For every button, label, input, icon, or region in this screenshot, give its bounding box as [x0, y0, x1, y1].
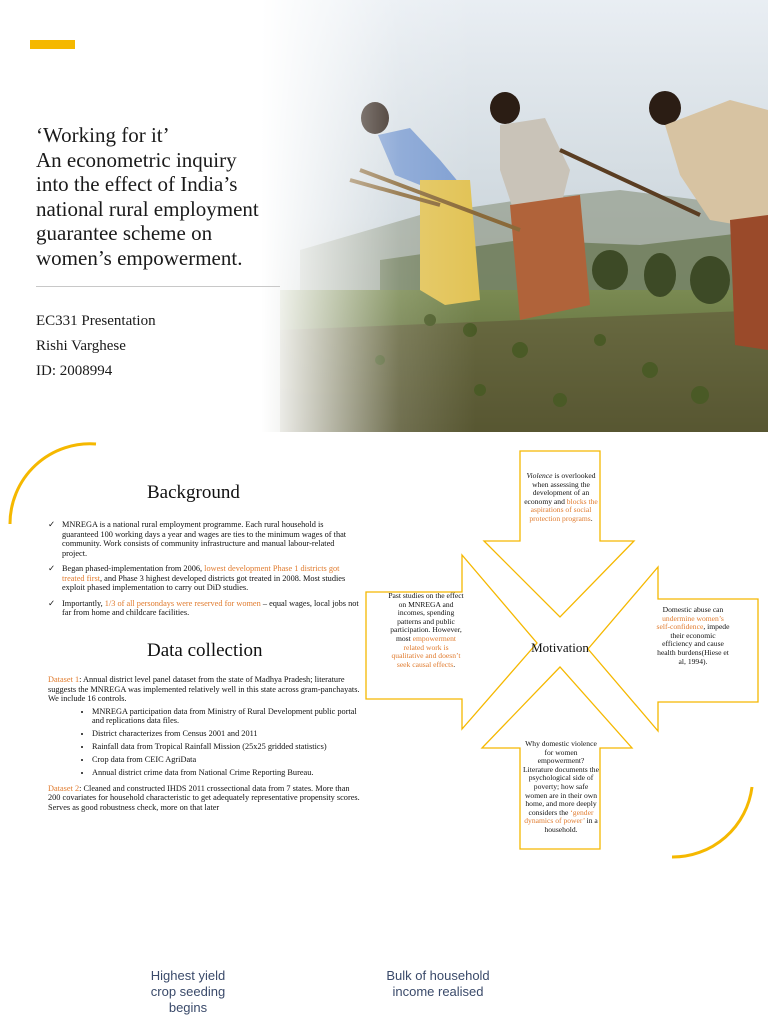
motivation-right-text: Domestic abuse can undermine women’s self-confidence, impede their economic efficiency and cause health burdens(Hiese et al, 1994).	[656, 605, 730, 666]
background-list	[48, 520, 360, 624]
timeline-slide	[0, 870, 768, 1024]
list-item: ✓ MNREGA is a national rural employment programme. Each rural household is guaranteed 100 working days a year and wages are ties to the minimum wages of that community. Work consists of community infrastructure and manual labour-related project.	[48, 520, 347, 558]
author-name: Rishi Varghese	[36, 338, 126, 354]
motivation-label: Motivation	[531, 640, 589, 655]
title-line: ‘Working for it’	[36, 123, 170, 147]
dataset-2-paragraph: Dataset 2: Cleaned and constructed IHDS 2011 crossectional data from 7 states. More than 200 covariates for household characteristic to get adequately representative propensity scores. Serves as good robustness check, more on that later	[48, 783, 360, 812]
motivation-bottom-text: Why domestic violence for women empowerment? Literature documents the psychological side of poverty; how safe women are in their own home, and more deeply considers the ‘gender dynamics of power’ in a household.	[523, 739, 599, 834]
list-item: ✓ Importantly, 1/3 of all persondays were reserved for women – equal wages, local jobs not far from home and childcare facilities.	[48, 598, 359, 617]
highlight-text: lowest development Phase 1 districts got treated first	[62, 564, 340, 583]
title-slide	[0, 0, 768, 432]
title-line: women’s empowerment.	[36, 245, 243, 270]
data-collection-heading: Data collection	[147, 640, 263, 661]
list-item: • Annual district crime data from National Crime Reporting Bureau.	[92, 768, 360, 778]
motivation-left-text: Past studies on the effect on MNREGA and incomes, spending patterns and public participation. However, most empowerment related work is qualitative and doesn’t seek causal effects.	[388, 591, 464, 669]
list-item: • MNREGA participation data from Ministry of Rural Development public portal and replications data files.	[92, 707, 360, 726]
check-icon: ✓	[48, 598, 55, 608]
content-slide	[0, 432, 768, 870]
dataset-1-paragraph: Dataset 1: Annual district level panel dataset from the state of Madhya Pradesh; literature suggests the MNREGA was implemented relatively well in this state across gram-panchayats. We include 16 controls.	[48, 675, 360, 703]
title-line: into the effect of India’s	[36, 172, 238, 196]
presenter-info	[36, 309, 156, 384]
title-line: national rural employment	[36, 196, 259, 221]
divider	[36, 286, 280, 287]
presentation-label: EC331 Presentation	[36, 313, 156, 329]
check-icon: ✓	[48, 564, 55, 573]
title-line: guarantee scheme on	[36, 221, 213, 245]
timeline-label-income-realised: Bulk of household income realised	[386, 968, 490, 999]
list-item: • Crop data from CEIC AgriData	[92, 755, 360, 765]
timeline-label-crop-seeding: Highest yield crop seeding begins	[150, 968, 226, 1015]
accent-bar	[30, 40, 75, 49]
check-icon: ✓	[48, 520, 55, 529]
list-item: • District characterizes from Census 2001 and 2011	[92, 729, 360, 739]
presentation-title	[36, 123, 286, 270]
title-line: An econometric inquiry	[36, 147, 237, 172]
list-item: ✓ Began phased-implementation from 2006, lowest development Phase 1 districts got treated first, and Phase 3 highest developed districts got treated in 2008. Most studies exploit phased implementation to carry out DiD studies.	[48, 564, 346, 592]
data-collection-body	[48, 675, 360, 815]
list-item: • Rainfall data from Tropical Rainfall Mission (25x25 gridded statistics)	[92, 742, 360, 752]
student-id: ID: 2008994	[36, 363, 113, 379]
dataset-1-sources	[48, 707, 360, 778]
highlight-text: 1/3 of all persondays were reserved for women	[104, 598, 261, 608]
motivation-top-text: Violence is overlooked when assessing the development of an economy and blocks the aspirations of social protection programs.	[524, 471, 598, 523]
background-heading: Background	[147, 482, 240, 503]
